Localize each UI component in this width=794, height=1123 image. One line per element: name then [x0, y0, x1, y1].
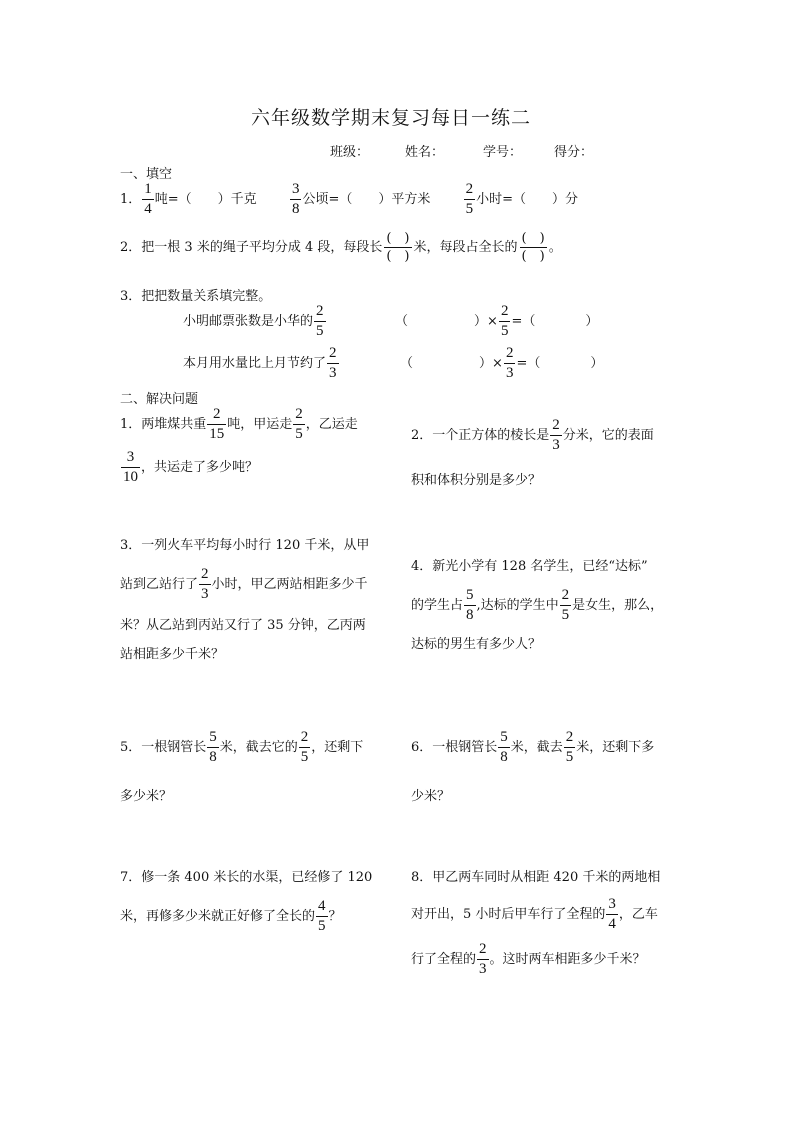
fraction: $\frac{3}{8}$ — [291, 181, 300, 217]
question-text: 公顷=（ ）平方米 — [302, 192, 431, 207]
fraction: $\frac{2}{3}$ — [201, 566, 209, 602]
problem-8: 8．甲乙两车同时从相距 420 千米的两地相 对开出，5 小时后甲车行了全程的 $\frac{3}{4}$ ，乙车 行了全程的 $\frac{2}{3}$ 。这时两车相距多少千米？ — [411, 870, 661, 977]
fraction: $\frac{2}{5}$ — [300, 729, 309, 765]
fraction: $\frac{2}{5}$ — [565, 729, 574, 765]
section2-heading: 二、解决问题 — [120, 392, 199, 407]
class-label: 班级： — [330, 145, 370, 160]
fraction: $\frac{2}{3}$ — [505, 345, 514, 381]
blank-fraction: $\frac{( )}{( )}$ — [521, 231, 545, 264]
problem-7: 7．修一条 400 米长的水渠，已经修了 120 米，再修多少米就正好修了全长的 $\frac{4}{5}$ ？ — [120, 870, 373, 934]
problem-2: 2．一个正方体的棱长是 $\frac{2}{3}$ 分米，它的表面 积和体积分别是多少？ — [411, 417, 654, 488]
question-text: 吨=（ ）千克 — [154, 192, 257, 207]
question-text: 米，每段占全长的 — [413, 240, 518, 255]
fraction: $\frac{5}{8}$ — [466, 587, 474, 623]
problem-3: 3．一列火车平均每小时行 120 千米，从甲 站到乙站行了 $\frac{2}{3}$ 小时，甲乙两站相距多少千 米？从乙站到丙站又行了 35 分钟，乙丙两 站相距多少千米？ — [120, 538, 370, 662]
problem-5: 5．一根钢管长 $\frac{5}{8}$ 米，截去它的 $\frac{2}{5}$ ，还剩下 多少米？ — [120, 729, 364, 804]
question-number: 1． — [120, 192, 142, 207]
student-number-label: 学号： — [483, 145, 523, 160]
page-title: 六年级数学期末复习每日一练二 — [251, 107, 532, 129]
relation-expression-1: （ ）× $\frac{2}{5}$ =（ ） — [395, 303, 599, 339]
question-text: 把把数量关系填完整。 — [141, 289, 272, 304]
question-text: 把一根 3 米的绳子平均分成 4 段，每段长 — [141, 240, 383, 255]
fill-question-1 — [120, 182, 578, 217]
fraction: $\frac{2}{5}$ — [465, 181, 474, 217]
question-text: 。 — [548, 240, 562, 255]
blank-fraction: $\frac{( )}{( )}$ — [386, 231, 410, 264]
fraction: $\frac{3}{4}$ — [608, 896, 616, 932]
fraction: $\frac{1}{4}$ — [144, 181, 152, 217]
fraction: $\frac{2}{5}$ — [316, 303, 324, 339]
fraction: $\frac{2}{5}$ — [561, 587, 570, 623]
fraction: $\frac{2}{15}$ — [209, 406, 225, 442]
problem-6: 6．一根钢管长 $\frac{5}{8}$ 米，截去 $\frac{2}{5}$ 米，还剩下多 少米？ — [411, 729, 655, 804]
relation-expression-2: （ ）× $\frac{2}{3}$ =（ ） — [400, 345, 604, 381]
question-number: 2． — [120, 240, 142, 255]
fraction: $\frac{3}{10}$ — [123, 449, 138, 485]
fraction: $\frac{5}{8}$ — [209, 729, 217, 765]
fill-question-3 — [120, 285, 271, 304]
relation-line-2: 本月用水量比上月节约了 $\frac{2}{3}$ — [183, 345, 337, 381]
section1-heading: 一、填空 — [120, 167, 173, 182]
fraction: $\frac{2}{3}$ — [552, 417, 560, 453]
fraction: $\frac{2}{3}$ — [329, 345, 337, 381]
relation-line-1: 小明邮票张数是小华的 $\frac{2}{5}$ — [183, 303, 324, 339]
name-label: 姓名： — [405, 145, 445, 160]
question-number: 3． — [120, 289, 142, 304]
fraction: $\frac{4}{5}$ — [318, 898, 326, 934]
fraction: $\frac{2}{5}$ — [295, 406, 303, 442]
score-label: 得分： — [554, 145, 594, 160]
fraction: $\frac{2}{5}$ — [500, 303, 509, 339]
fraction: $\frac{2}{3}$ — [479, 941, 487, 977]
fraction: $\frac{5}{8}$ — [500, 729, 508, 765]
problem-4: 4．新光小学有 128 名学生，已经“达标” 的学生占 $\frac{5}{8}$ ,达标的学生中 $\frac{2}{5}$ 是女生，那么， 达标的男生有多少人？ — [411, 559, 664, 652]
fill-question-2 — [120, 232, 562, 263]
question-text: 小时=（ ）分 — [476, 192, 579, 207]
problem-1: 1．两堆煤共重 $\frac{2}{15}$ 吨，甲运走 $\frac{2}{5}$ ，乙运走 $\frac{3}{10}$ ，共运走了多少吨？ — [120, 406, 358, 485]
